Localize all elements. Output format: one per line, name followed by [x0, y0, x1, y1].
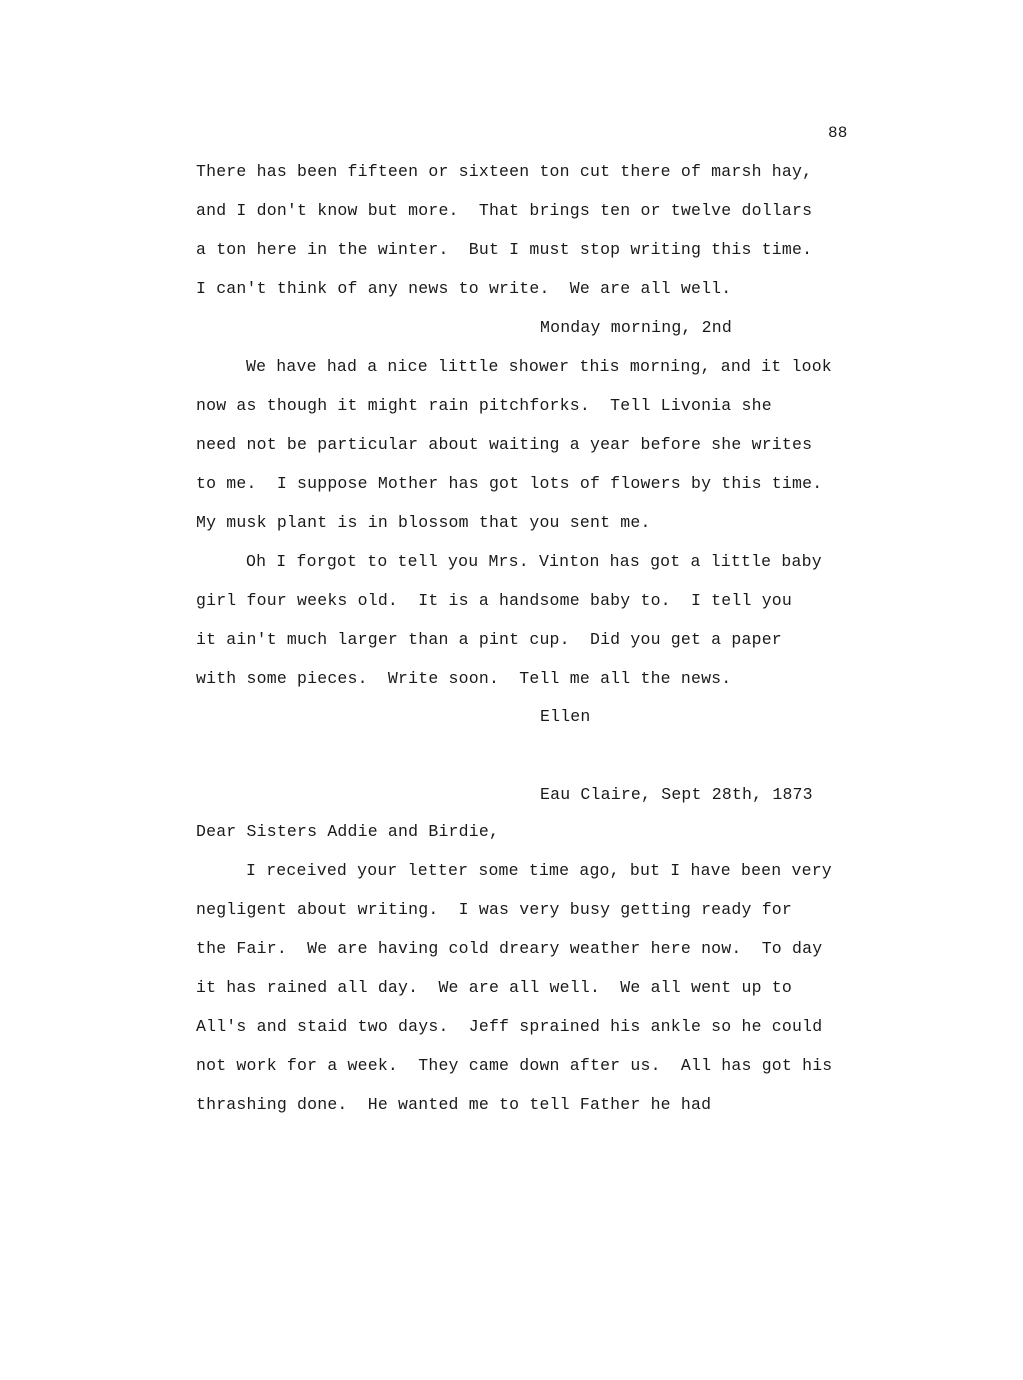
letter1-para3-line: with some pieces. Write soon. Tell me all the news.	[196, 669, 732, 688]
letter2-para-line: I received your letter some time ago, but I have been very	[246, 861, 832, 880]
letter2-para-line: negligent about writing. I was very busy getting ready for	[196, 900, 792, 919]
letter2-para-line: the Fair. We are having cold dreary weather here now. To day	[196, 939, 823, 958]
letter1-signature: Ellen	[540, 707, 591, 726]
letter1-line: and I don't know but more. That brings ten or twelve dollars	[196, 201, 813, 220]
letter1-line: There has been fifteen or sixteen ton cut there of marsh hay,	[196, 162, 813, 181]
letter1-para3-line: girl four weeks old. It is a handsome baby to. I tell you	[196, 591, 792, 610]
letter1-para2-line: need not be particular about waiting a year before she writes	[196, 435, 813, 454]
letter2-dateline: Eau Claire, Sept 28th, 1873	[540, 785, 813, 804]
letter1-para2-line: now as though it might rain pitchforks. Tell Livonia she	[196, 396, 772, 415]
letter1-line: a ton here in the winter. But I must stop writing this time.	[196, 240, 813, 259]
letter1-dateline: Monday morning, 2nd	[540, 318, 732, 337]
letter2-salutation: Dear Sisters Addie and Birdie,	[196, 822, 500, 841]
page-number: 88	[828, 124, 848, 142]
letter1-line: I can't think of any news to write. We are all well.	[196, 279, 732, 298]
letter1-para2-line: We have had a nice little shower this morning, and it look	[246, 357, 832, 376]
letter1-para3-line: it ain't much larger than a pint cup. Did you get a paper	[196, 630, 782, 649]
letter2-para-line: thrashing done. He wanted me to tell Father he had	[196, 1095, 712, 1114]
letter2-para-line: it has rained all day. We are all well. We all went up to	[196, 978, 792, 997]
letter2-para-line: not work for a week. They came down after us. All has got his	[196, 1056, 833, 1075]
letter1-para2-line: to me. I suppose Mother has got lots of flowers by this time.	[196, 474, 823, 493]
letter1-para2-line: My musk plant is in blossom that you sent me.	[196, 513, 651, 532]
letter2-para-line: All's and staid two days. Jeff sprained his ankle so he could	[196, 1017, 823, 1036]
letter1-para3-line: Oh I forgot to tell you Mrs. Vinton has got a little baby	[246, 552, 822, 571]
